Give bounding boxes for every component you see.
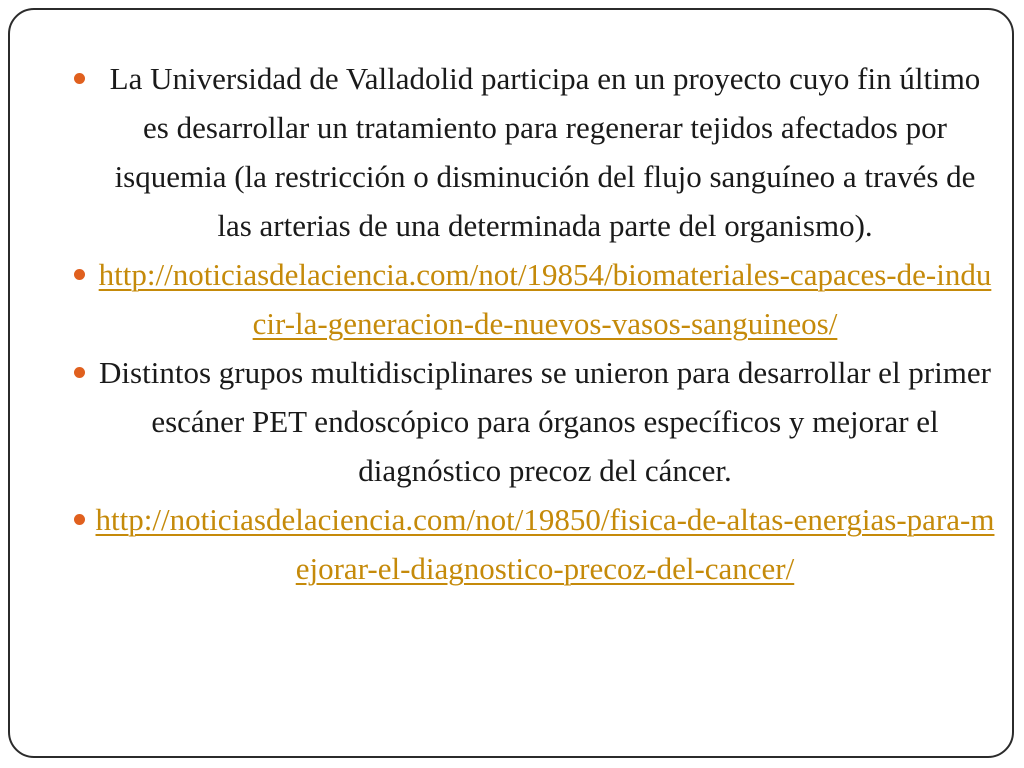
link-fisica-altas-energias[interactable]: http://noticiasdelaciencia.com/not/19850/fisica-de-altas-energias-para-mejorar-el-diagnostico-precoz-del-cancer/ <box>95 502 995 586</box>
bullet-list <box>68 54 996 593</box>
bullet-item-link-fisica <box>68 495 996 593</box>
bullet-dot-icon <box>74 514 85 525</box>
bullet-item-ischemia <box>68 54 996 250</box>
bullet-item-pet-scanner <box>68 348 996 495</box>
bullet-dot-icon <box>74 73 85 84</box>
bullet-text-pet-scanner: Distintos grupos multidisciplinares se unieron para desarrollar el primer escáner PET endoscópico para órganos específicos y mejorar el diagnóstico precoz del cáncer. <box>99 355 991 488</box>
bullet-text-ischemia: La Universidad de Valladolid participa en un proyecto cuyo fin último es desarrollar un tratamiento para regenerar tejidos afectados por isquemia (la restricción o disminución del flujo sanguíneo a través de las arterias de una determinada parte del organismo). <box>109 61 981 243</box>
bullet-dot-icon <box>74 269 85 280</box>
slide-frame <box>8 8 1014 758</box>
bullet-item-link-biomateriales <box>68 250 996 348</box>
link-biomateriales[interactable]: http://noticiasdelaciencia.com/not/19854/biomateriales-capaces-de-inducir-la-generacion-de-nuevos-vasos-sanguineos/ <box>98 257 992 341</box>
bullet-dot-icon <box>74 367 85 378</box>
